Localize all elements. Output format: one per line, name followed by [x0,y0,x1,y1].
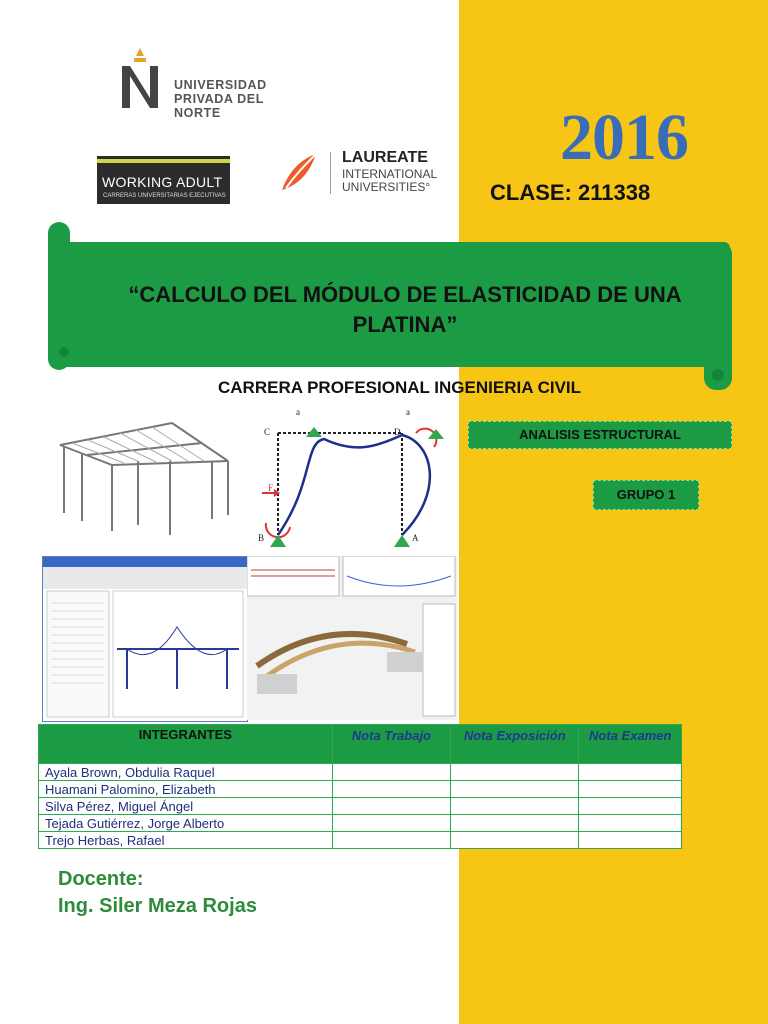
laureate-logo [276,148,446,200]
career-heading: CARRERA PROFESIONAL INGENIERIA CIVIL [218,378,582,397]
svg-text:D: D [394,427,401,437]
table-row [39,815,682,832]
laureate-line2: UNIVERSITIES° [342,180,431,194]
member-name: Tejada Gutiérrez, Jorge Alberto [39,815,333,832]
steel-frame-illustration [52,403,234,551]
portal-frame-diagram [244,403,464,553]
member-name: Ayala Brown, Obdulia Raquel [39,764,333,781]
logo-separator [330,152,331,194]
grade-cell [579,815,682,832]
software-screenshot [42,556,248,722]
upn-n-icon [120,46,160,110]
member-name: Silva Pérez, Miguel Ángel [39,798,333,815]
table-row [39,798,682,815]
grupo-tag: GRUPO 1 [593,480,699,510]
grade-cell [579,781,682,798]
header-nota-examen: Nota Examen [579,725,682,764]
analisis-tag: ANALISIS ESTRUCTURAL [468,421,732,449]
member-name: Huamani Palomino, Elizabeth [39,781,333,798]
working-adult-logo [97,156,230,204]
upn-logo [112,36,312,120]
grade-cell [451,781,579,798]
svg-text:a: a [406,407,410,417]
laureate-title: LAUREATE [342,149,428,166]
upn-line2: PRIVADA DEL NORTE [174,92,264,120]
title-banner [46,220,734,392]
grade-cell [579,764,682,781]
members-table [38,724,682,849]
docente-name: Ing. Siler Meza Rojas [58,895,257,917]
table-header-row [39,725,682,764]
document-title: “CALCULO DEL MÓDULO DE ELASTICIDAD DE UNA PLATINA” [128,282,682,337]
grade-cell [332,815,450,832]
grade-cell [332,781,450,798]
header-nota-trabajo: Nota Trabajo [332,725,450,764]
header-nota-exposicion: Nota Exposición [451,725,579,764]
grade-cell [332,798,450,815]
upn-line1: UNIVERSIDAD [174,78,267,92]
member-name: Trejo Herbas, Rafael [39,832,333,849]
svg-text:a: a [296,407,300,417]
grade-cell [451,798,579,815]
svg-text:C: C [264,427,271,437]
grade-cell [451,815,579,832]
table-row [39,832,682,849]
working-adult-title: WORKING ADULT [102,174,223,190]
bridge-illustration [247,556,457,720]
grade-cell [451,764,579,781]
grade-cell [579,798,682,815]
logo-stripe [97,159,230,163]
header-integrantes: INTEGRANTES [39,725,333,764]
svg-text:A: A [412,533,419,543]
table-row [39,781,682,798]
grade-cell [451,832,579,849]
class-code: CLASE: 211338 [490,180,651,205]
docente-label: Docente: [58,868,144,890]
laureate-line1: INTERNATIONAL [342,167,438,181]
svg-text:F: F [268,483,274,493]
grade-cell [332,832,450,849]
table-row [39,764,682,781]
svg-text:B: B [258,533,265,543]
laureate-leaf-icon [276,150,324,196]
working-adult-subtitle: CARRERAS UNIVERSITARIAS EJECUTIVAS [103,193,226,199]
year: 2016 [560,101,688,174]
grade-cell [579,832,682,849]
grade-cell [332,764,450,781]
